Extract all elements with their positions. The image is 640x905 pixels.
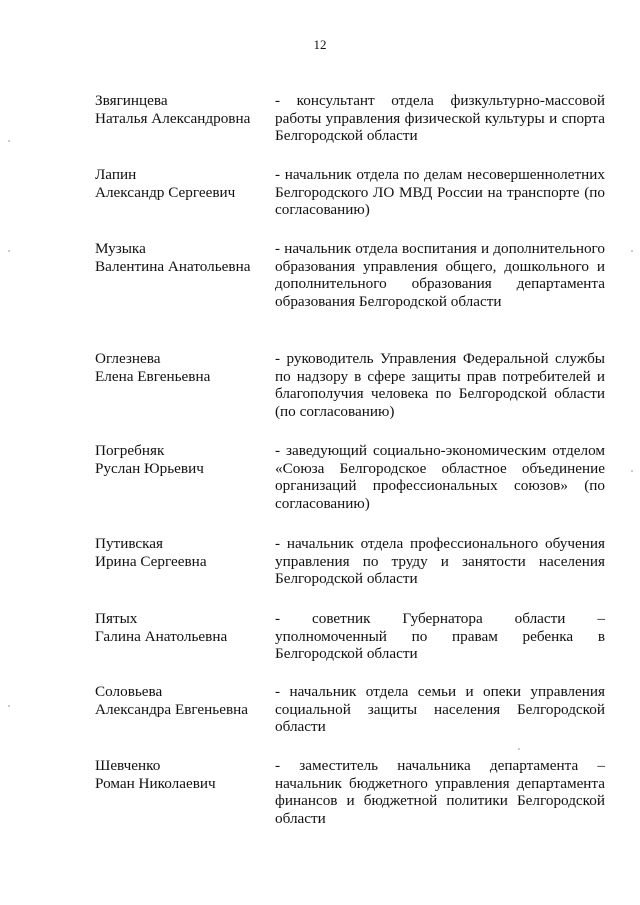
member-surname: Музыка xyxy=(95,240,146,257)
member-given-names: Александр Сергеевич xyxy=(95,183,236,201)
member-surname: Лапин xyxy=(95,166,137,183)
member-entry xyxy=(95,535,605,588)
member-entry xyxy=(95,350,605,420)
member-entry xyxy=(95,166,605,219)
member-surname: Погребняк xyxy=(95,442,165,459)
member-role: - заведующий социально-экономическим отделом «Союза Белгородское областное объединение организаций профессиональных союзов» (по согласованию) xyxy=(275,442,605,512)
scan-speck xyxy=(8,705,10,707)
page-number: 12 xyxy=(313,37,327,52)
member-name xyxy=(95,350,275,385)
member-given-names: Роман Николаевич xyxy=(95,774,216,792)
member-name xyxy=(95,92,275,127)
member-entry xyxy=(95,757,605,827)
member-surname: Оглезнева xyxy=(95,350,161,367)
member-role: - руководитель Управления Федеральной службы по надзору в сфере защиты прав потребителей и благополучия человека по Белгородской области (по согласованию) xyxy=(275,350,605,420)
member-role: - консультант отдела физкультурно-массовой работы управления физической культуры и спорта Белгородской области xyxy=(275,92,605,145)
member-role: - начальник отдела воспитания и дополнительного образования управления общего, дошкольного и дополнительного образования департамента образования Белгородской области xyxy=(275,240,605,310)
member-name xyxy=(95,240,275,275)
member-given-names: Галина Анатольевна xyxy=(95,627,228,645)
member-surname: Шевченко xyxy=(95,757,161,774)
member-role: - заместитель начальника департамента – начальник бюджетного управления департамента финансов и бюджетной политики Белгородской области xyxy=(275,757,605,827)
member-role: - советник Губернатора области – уполномоченный по правам ребенка в Белгородской области xyxy=(275,610,605,663)
member-name xyxy=(95,535,275,570)
member-role: - начальник отдела семьи и опеки управления социальной защиты населения Белгородской области xyxy=(275,683,605,736)
scan-speck xyxy=(8,140,10,142)
member-role: - начальник отдела по делам несовершеннолетних Белгородского ЛО МВД России на транспорте (по согласованию) xyxy=(275,166,605,219)
member-role: - начальник отдела профессионального обучения управления по труду и занятости населения Белгородской области xyxy=(275,535,605,588)
scan-speck xyxy=(8,250,10,252)
member-given-names: Наталья Александровна xyxy=(95,109,251,127)
member-given-names: Александра Евгеньевна xyxy=(95,700,248,718)
member-given-names: Елена Евгеньевна xyxy=(95,367,211,385)
member-name xyxy=(95,166,275,201)
member-name xyxy=(95,610,275,645)
member-entry xyxy=(95,442,605,512)
member-surname: Пятых xyxy=(95,610,138,627)
scan-speck xyxy=(631,250,633,252)
member-surname: Путивская xyxy=(95,535,164,552)
member-name xyxy=(95,683,275,718)
member-entry xyxy=(95,610,605,663)
member-entry xyxy=(95,240,605,310)
member-surname: Звягинцева xyxy=(95,92,168,109)
scan-speck xyxy=(631,470,633,472)
member-name xyxy=(95,442,275,477)
member-given-names: Валентина Анатольевна xyxy=(95,257,251,275)
scan-speck xyxy=(518,748,520,750)
member-entry xyxy=(95,683,605,736)
member-surname: Соловьева xyxy=(95,683,163,700)
member-entry xyxy=(95,92,605,145)
member-given-names: Ирина Сергеевна xyxy=(95,552,207,570)
member-name xyxy=(95,757,275,792)
member-given-names: Руслан Юрьевич xyxy=(95,459,204,477)
